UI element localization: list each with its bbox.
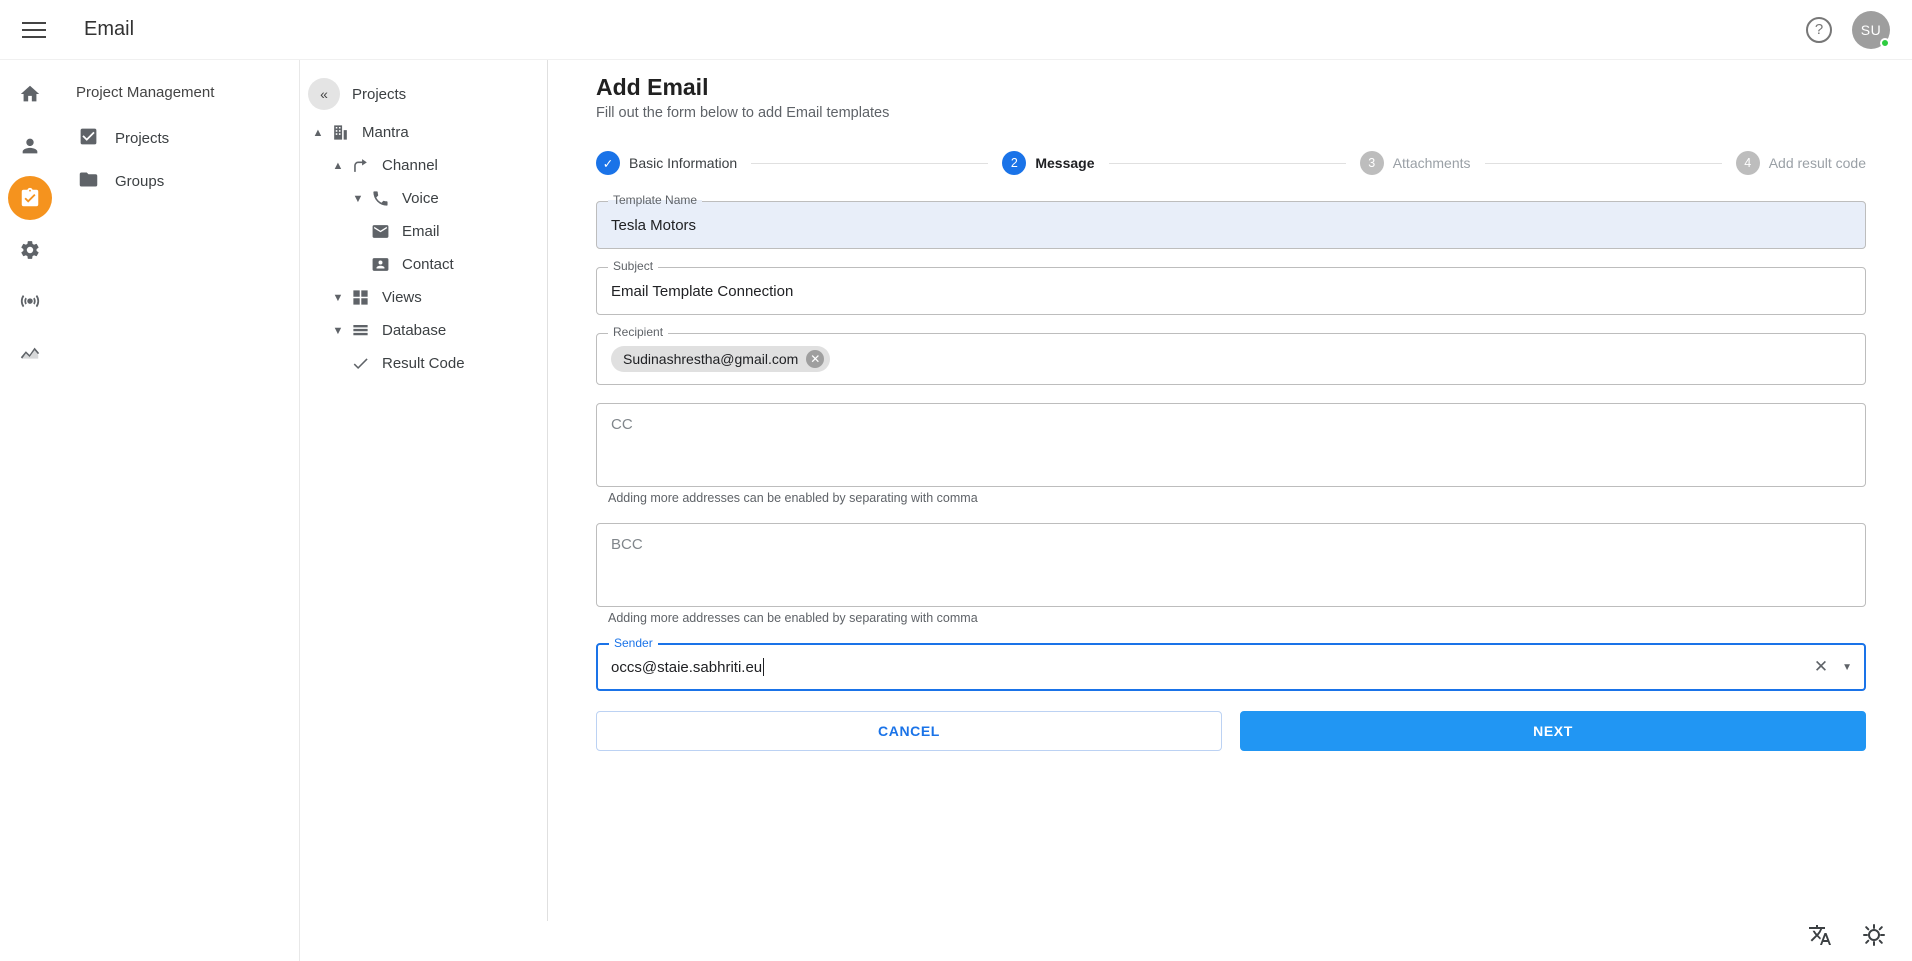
- tree-item-channel[interactable]: [300, 149, 547, 182]
- step-divider: [1485, 163, 1722, 164]
- tree-item-label: Mantra: [362, 124, 409, 141]
- template-name-value: Tesla Motors: [611, 216, 697, 234]
- tree-item-label: Result Code: [382, 355, 465, 372]
- step-label: Basic Information: [629, 155, 738, 171]
- step-message[interactable]: [1002, 151, 1094, 175]
- sidebar-item-label: Projects: [115, 130, 170, 147]
- top-bar: [0, 0, 1912, 60]
- folder-icon: [78, 169, 99, 194]
- tree-item-label: Views: [382, 289, 422, 306]
- template-name-field: [596, 193, 1866, 249]
- online-status-dot: [1880, 38, 1890, 48]
- nav-column: [60, 60, 300, 961]
- close-icon[interactable]: ✕: [806, 350, 824, 368]
- contact-icon: [368, 255, 392, 274]
- sidebar-item-label: Groups: [115, 173, 165, 190]
- phone-icon: [368, 189, 392, 208]
- brightness-icon[interactable]: [1862, 923, 1886, 947]
- mail-icon: [368, 222, 392, 241]
- cc-field: [596, 403, 1866, 505]
- grid-icon: [348, 288, 372, 307]
- step-label: Message: [1035, 155, 1095, 171]
- recipient-label: Recipient: [608, 326, 668, 338]
- chevron-up-icon[interactable]: ▲: [312, 126, 324, 139]
- check-icon: [348, 354, 372, 373]
- step-divider: [751, 163, 988, 164]
- sender-value: occs@staie.sabhriti.eu: [611, 658, 763, 676]
- person-icon[interactable]: [8, 124, 52, 168]
- chevron-down-icon[interactable]: ▼: [1842, 661, 1852, 673]
- text-cursor: [763, 658, 764, 676]
- tree-header-label: Projects: [352, 85, 407, 103]
- tree-column: [300, 60, 548, 921]
- tree-item-label: Channel: [382, 157, 438, 174]
- top-bar-right: [1806, 11, 1890, 49]
- sidebar-item-projects[interactable]: [60, 117, 299, 160]
- tree-item-label: Database: [382, 322, 447, 339]
- sender-field: [596, 636, 1866, 691]
- cc-input[interactable]: [596, 403, 1866, 487]
- bcc-placeholder: BCC: [611, 536, 643, 553]
- bcc-input[interactable]: [596, 523, 1866, 607]
- avatar-initials: SU: [1860, 21, 1882, 38]
- translate-icon[interactable]: [1808, 923, 1832, 947]
- tree-item-voice[interactable]: [300, 182, 547, 215]
- home-icon[interactable]: [8, 72, 52, 116]
- subject-value: Email Template Connection: [611, 282, 794, 300]
- analytics-icon[interactable]: [8, 332, 52, 376]
- subject-field: [596, 259, 1866, 315]
- step-number: 3: [1360, 151, 1384, 175]
- template-name-label: Template Name: [608, 194, 702, 206]
- channel-icon: [348, 156, 372, 175]
- subject-input[interactable]: [596, 259, 1866, 315]
- step-attachments[interactable]: [1360, 151, 1471, 175]
- chevron-down-icon[interactable]: ▼: [332, 291, 344, 304]
- tree-item-mantra[interactable]: [300, 116, 547, 149]
- gear-icon[interactable]: [8, 228, 52, 272]
- tree-item-database[interactable]: [300, 314, 547, 347]
- recipient-chip-label: Sudinashrestha@gmail.com: [623, 351, 799, 367]
- nav-title: Project Management: [76, 84, 215, 101]
- step-label: Add result code: [1768, 155, 1867, 171]
- avatar[interactable]: [1852, 11, 1890, 49]
- building-icon: [328, 123, 352, 142]
- next-button[interactable]: NEXT: [1240, 711, 1866, 751]
- form-title: Add Email: [596, 74, 709, 100]
- bcc-helper-text: Adding more addresses can be enabled by separating with comma: [608, 611, 978, 625]
- sender-input[interactable]: [596, 636, 1866, 691]
- clipboard-icon[interactable]: [8, 176, 52, 220]
- tree-item-contact[interactable]: [300, 248, 547, 281]
- sidebar-item-groups[interactable]: [60, 160, 299, 203]
- check-box-icon: [78, 126, 99, 151]
- footer-utilities: [1808, 923, 1886, 947]
- tree-header: [300, 72, 547, 116]
- tree-item-views[interactable]: [300, 281, 547, 314]
- sender-controls: [1814, 657, 1852, 677]
- help-icon[interactable]: ?: [1806, 17, 1832, 43]
- step-number: 2: [1002, 151, 1026, 175]
- form-subtitle: Fill out the form below to add Email templates: [596, 105, 890, 121]
- tree-item-label: Email: [402, 223, 440, 240]
- step-divider: [1109, 163, 1346, 164]
- recipient-input[interactable]: [596, 325, 1866, 385]
- step-add-result-code[interactable]: [1736, 151, 1866, 175]
- icon-rail: [0, 60, 60, 961]
- broadcast-icon[interactable]: [8, 280, 52, 324]
- tree-item-result-code[interactable]: [300, 347, 547, 380]
- step-label: Attachments: [1392, 155, 1471, 171]
- chevron-up-icon[interactable]: ▲: [332, 159, 344, 172]
- close-icon[interactable]: ✕: [1813, 657, 1829, 676]
- sender-label: Sender: [609, 637, 658, 649]
- cancel-button[interactable]: CANCEL: [596, 711, 1222, 751]
- template-name-input[interactable]: [596, 193, 1866, 249]
- cc-placeholder: CC: [611, 416, 633, 433]
- step-number: ✓: [596, 151, 620, 175]
- tree-item-label: Contact: [402, 256, 454, 273]
- tree-item-email[interactable]: [300, 215, 547, 248]
- form-actions: [596, 711, 1866, 751]
- database-icon: [348, 321, 372, 340]
- main-content: [548, 60, 1912, 961]
- recipient-chip[interactable]: [611, 346, 830, 372]
- chevron-double-left-icon[interactable]: «: [308, 78, 340, 110]
- step-number: 4: [1736, 151, 1760, 175]
- stepper: [596, 151, 1866, 175]
- tree-item-label: Voice: [402, 190, 439, 207]
- cc-helper-text: Adding more addresses can be enabled by separating with comma: [608, 491, 978, 505]
- subject-label: Subject: [608, 260, 658, 272]
- bcc-field: [596, 523, 1866, 625]
- recipient-field: [596, 325, 1866, 385]
- hamburger-icon[interactable]: [22, 13, 56, 47]
- chevron-down-icon[interactable]: ▼: [332, 324, 344, 337]
- chevron-down-icon[interactable]: ▼: [352, 192, 364, 205]
- page-title: Email: [84, 18, 135, 40]
- step-basic-information[interactable]: [596, 151, 737, 175]
